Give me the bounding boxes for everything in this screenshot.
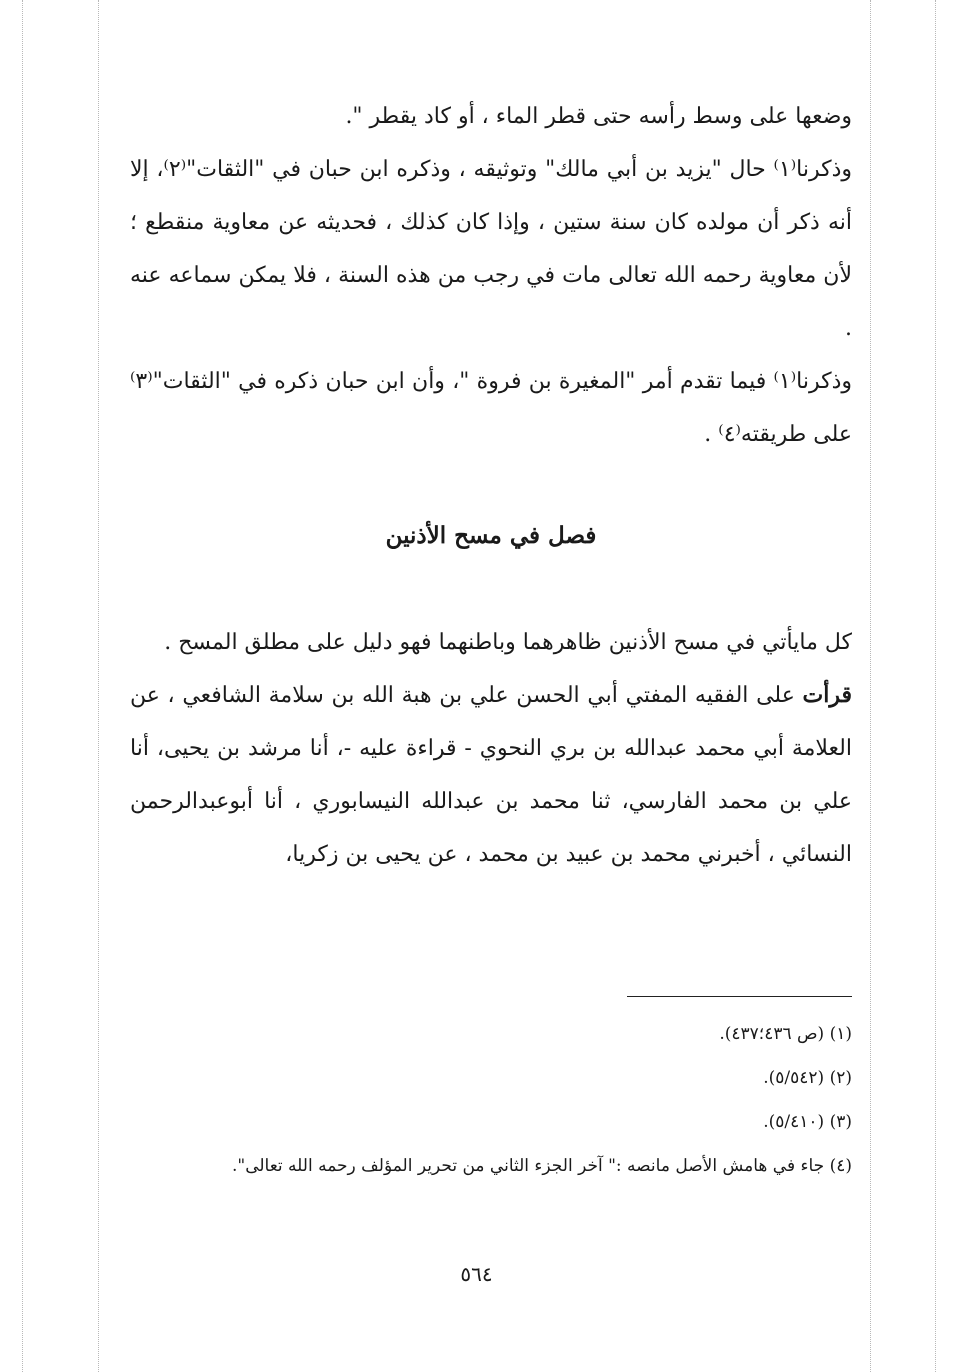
paragraph-5 (130, 669, 852, 881)
footnote-separator (627, 996, 852, 997)
footnote-3: (٣) (٥/٤١٠). (763, 1112, 852, 1132)
paragraph-1: وضعها على وسط رأسه حتى قطر الماء ، أو كاد يقطر ". (345, 104, 852, 129)
paragraph-5-text: على الفقيه المفتي أبي الحسن علي بن هبة الله بن سلامة الشافعي ، عن العلامة أبي محمد عبدالله بن بري النحوي - قراءة عليه -، أنا مرشد بن يحيى، أنا علي بن محمد الفارسي، ثنا محمد بن عبدالله النيسابوري ، أنا أبوعبدالرحمن النسائي ، أخبرني محمد بن عبيد بن محمد ، عن يحيى بن زكريا، (130, 683, 852, 867)
paragraph-4-text: كل مايأتي في مسح الأذنين ظاهرهما وباطنهما فهو دليل على مطلق المسح . (164, 630, 852, 655)
footnotes (130, 1012, 852, 1188)
footnote-4: (٤) جاء في هامش الأصل مانصه :" آخر الجزء الثاني من تحرير المؤلف رحمه الله تعالى". (231, 1156, 852, 1176)
scan-dotted-line-mid (98, 0, 99, 1372)
footnote-2: (٢) (٥/٥٤٢). (763, 1068, 852, 1088)
scan-dotted-line-far-right (935, 0, 936, 1372)
paragraph-2: وذكرنا⁽١⁾ حال "يزيد بن أبي مالك" وتوثيقه ، وذكره ابن حبان في "الثقات"⁽٢⁾، إلا أنه ذكر أن مولده كان سنة ستين ، وإذا كان كذلك ، فحديثه عن معاوية منقطع ؛ لأن معاوية رحمه الله تعالى مات في رجب من هذه السنة ، فلا يمكن سماعه عنه . (130, 157, 853, 341)
scan-dotted-line-right (870, 0, 871, 1372)
paragraph-4 (130, 616, 852, 669)
paragraph-3: وذكرنا⁽١⁾ فيما تقدم أمر "المغيرة بن فروة "، وأن ابن حبان ذكره في "الثقات"⁽٣⁾ على طريقته⁽٤⁾ . (130, 369, 852, 447)
footnote-1: (١) (ص ٤٣٦؛٤٣٧). (719, 1024, 852, 1044)
section-heading: فصل في مسح الأذنين (385, 522, 597, 549)
scan-dotted-line-left (22, 0, 23, 1372)
paragraph-5-lead: قرأت (802, 682, 852, 708)
page-body (130, 90, 852, 881)
page-number: ٥٦٤ (460, 1262, 493, 1286)
